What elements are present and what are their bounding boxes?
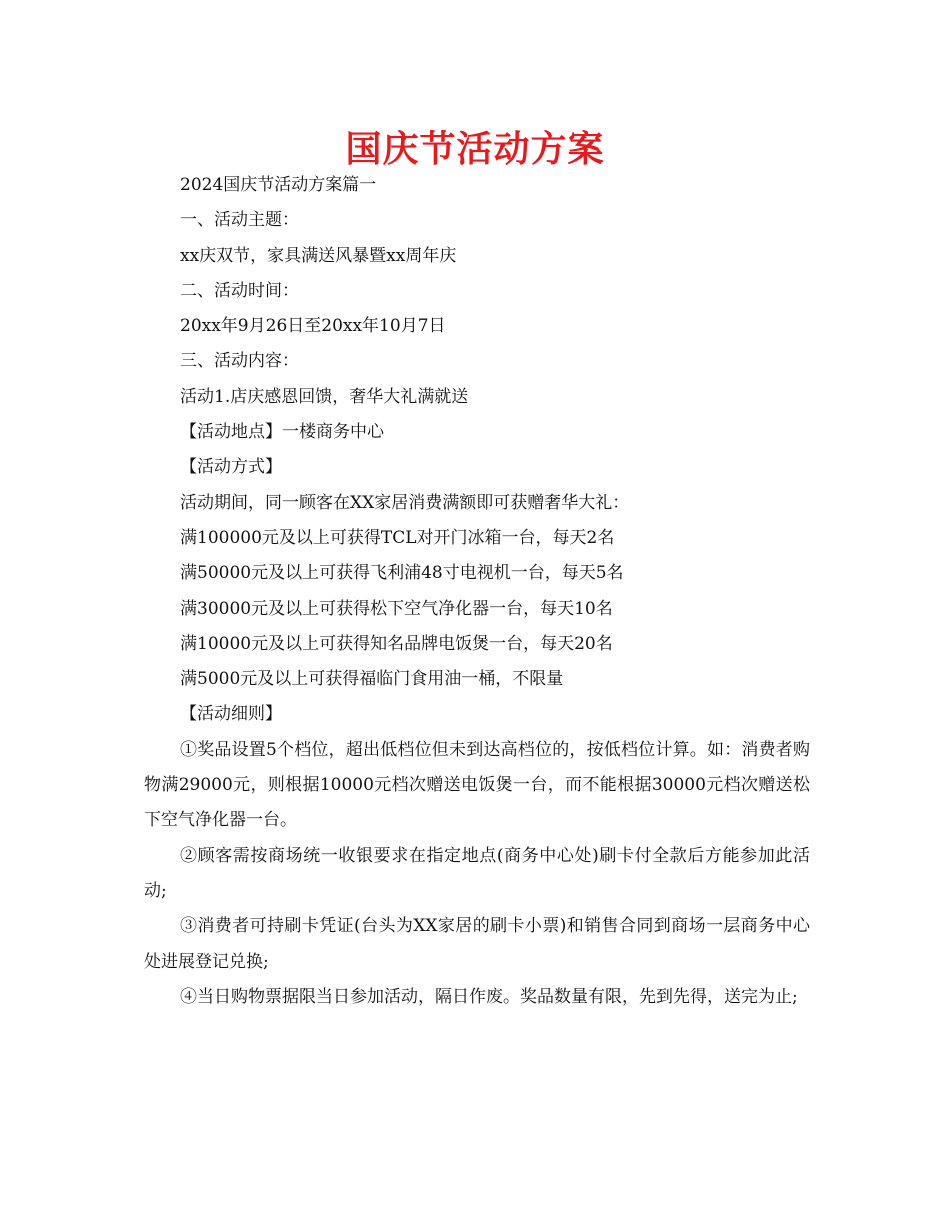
document-title: 国庆节活动方案 [345, 129, 605, 170]
text-line: 【活动方式】 [180, 457, 282, 478]
rule-paragraph: ②顾客需按商场统一收银要求在指定地点(商务中心处)刷卡付全款后方能参加此活动; [144, 845, 810, 901]
section-heading-theme: 一、活动主题： [180, 210, 299, 231]
section-heading-time: 二、活动时间： [180, 280, 299, 301]
section-heading-content: 三、活动内容： [180, 351, 299, 372]
text-line: 【活动地点】一楼商务中心 [180, 422, 384, 443]
prize-line: 满5000元及以上可获得福临门食用油一桶，不限量 [180, 669, 564, 690]
text-line: 2024国庆节活动方案篇一 [180, 175, 377, 195]
prize-line: 满10000元及以上可获得知名品牌电饭煲一台，每天20名 [180, 633, 613, 654]
prize-line: 满50000元及以上可获得飞利浦48寸电视机一台，每天5名 [180, 563, 624, 584]
text-line: 20xx年9月26日至20xx年10月7日 [180, 316, 446, 337]
rule-paragraph: ①奖品设置5个档位，超出低档位但未到达高档位的，按低档位计算。如：消费者购物满29000元，则根据10000元档次赠送电饭煲一台，而不能根据30000元档次赠送松下空气净化器一台。 [144, 739, 810, 831]
text-line: 活动1.店庆感恩回馈，奢华大礼满就送 [180, 386, 469, 407]
prize-line: 满100000元及以上可获得TCL对开门冰箱一台，每天2名 [180, 527, 615, 548]
prize-line: 满30000元及以上可获得松下空气净化器一台，每天10名 [180, 598, 613, 619]
document-body [144, 168, 810, 1015]
text-line: 【活动细则】 [180, 704, 282, 725]
rule-paragraph: ③消费者可持刷卡凭证(台头为XX家居的刷卡小票)和销售合同到商场一层商务中心处进展登记兑换; [144, 916, 810, 972]
rule-paragraph: ④当日购物票据限当日参加活动，隔日作废。奖品数量有限，先到先得，送完为止; [180, 986, 798, 1007]
text-line: 活动期间，同一顾客在XX家居消费满额即可获赠奢华大礼： [180, 492, 630, 513]
text-line: xx庆双节，家具满送风暴暨xx周年庆 [180, 245, 457, 266]
